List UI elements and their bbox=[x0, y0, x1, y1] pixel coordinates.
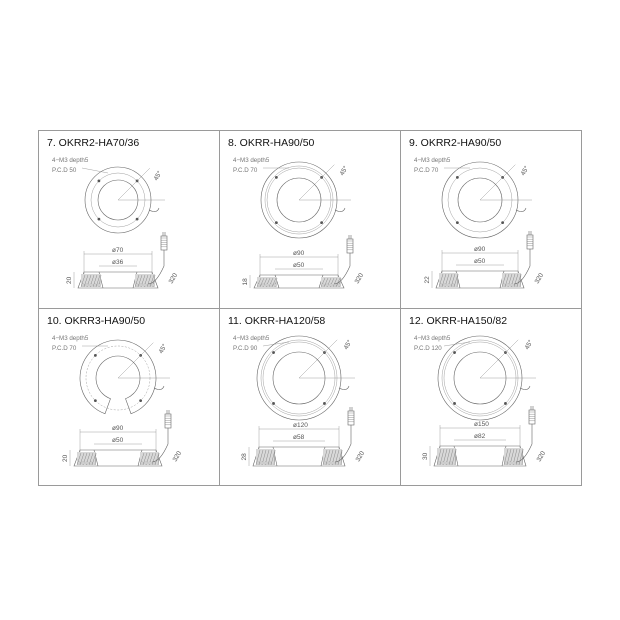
cable-exit-icon bbox=[335, 208, 345, 212]
ring-section-view bbox=[66, 232, 179, 288]
inner-diameter-label: ø58 bbox=[293, 434, 305, 441]
ring-light-drawing bbox=[38, 130, 219, 308]
led-section-hatch bbox=[135, 274, 155, 287]
cable-exit-icon bbox=[520, 386, 530, 390]
led-section-hatch bbox=[504, 448, 523, 465]
ring-section-view bbox=[422, 406, 547, 466]
outer-diameter-label: ø90 bbox=[474, 246, 486, 253]
ring-outline bbox=[80, 340, 156, 414]
ring-section-view bbox=[424, 231, 545, 288]
led-section-hatch bbox=[321, 277, 341, 287]
angle-leader-line bbox=[480, 165, 515, 200]
product-title: 9. OKRR2-HA90/50 bbox=[409, 137, 502, 149]
product-title: 7. OKRR2-HA70/36 bbox=[47, 137, 140, 149]
outer-diameter-label: ø90 bbox=[112, 425, 124, 432]
mounting-hole bbox=[456, 176, 459, 179]
product-panel bbox=[400, 130, 581, 308]
led-section-hatch bbox=[257, 277, 277, 287]
angle-label: 45° bbox=[157, 342, 169, 355]
product-panel bbox=[219, 130, 400, 308]
product-title: 11. OKRR-HA120/58 bbox=[228, 315, 326, 327]
angle-leader-line bbox=[118, 343, 153, 378]
ring-section-view bbox=[62, 410, 183, 466]
angle-label: 45° bbox=[342, 338, 354, 351]
mounting-hole bbox=[94, 354, 97, 357]
led-section-hatch bbox=[140, 452, 159, 465]
drawing-sheet bbox=[38, 130, 582, 486]
hole-spec-note: 4−M3 depth5 bbox=[52, 157, 89, 164]
angle-label: 45° bbox=[519, 164, 531, 177]
product-panel bbox=[38, 308, 219, 486]
mounting-hole bbox=[456, 221, 459, 224]
pcd-note: P.C.D 70 bbox=[52, 345, 77, 352]
pcd-note: P.C.D 90 bbox=[233, 345, 258, 352]
outer-diameter-label: ø70 bbox=[112, 247, 124, 254]
ring-light-drawing bbox=[219, 308, 400, 486]
ring-section-view bbox=[242, 235, 365, 288]
pcd-note: P.C.D 50 bbox=[52, 167, 77, 174]
mounting-hole bbox=[272, 402, 275, 405]
hole-spec-note: 4−M3 depth5 bbox=[233, 335, 270, 342]
cable-exit-icon bbox=[516, 208, 526, 212]
product-panel bbox=[400, 308, 581, 486]
led-section-hatch bbox=[439, 273, 458, 287]
grid-right-border bbox=[581, 130, 582, 486]
height-label: 18 bbox=[242, 278, 249, 286]
led-section-hatch bbox=[323, 449, 342, 465]
ring-top-view bbox=[82, 167, 165, 233]
mounting-hole bbox=[323, 402, 326, 405]
inner-diameter-label: ø50 bbox=[293, 262, 305, 269]
mounting-hole bbox=[453, 351, 456, 354]
led-section-hatch bbox=[77, 452, 96, 465]
ring-top-view bbox=[80, 340, 170, 414]
cable-length-label: 320 bbox=[533, 272, 546, 285]
cable-length-label: 320 bbox=[353, 272, 366, 285]
product-panel bbox=[219, 308, 400, 486]
outer-diameter-label: ø150 bbox=[474, 421, 489, 428]
inner-diameter-label: ø82 bbox=[474, 433, 486, 440]
cable-length-label: 320 bbox=[171, 450, 184, 463]
angle-leader-line bbox=[480, 340, 518, 378]
inner-diameter-label: ø50 bbox=[474, 258, 486, 265]
angle-leader-line bbox=[299, 165, 334, 200]
led-section-hatch bbox=[502, 273, 521, 287]
mounting-hole bbox=[275, 176, 278, 179]
hole-spec-note: 4−M3 depth5 bbox=[52, 335, 89, 342]
mounting-hole bbox=[272, 351, 275, 354]
mounting-hole bbox=[275, 221, 278, 224]
angle-leader-line bbox=[118, 168, 150, 200]
cable-length-label: 320 bbox=[167, 272, 180, 285]
product-title: 12. OKRR-HA150/82 bbox=[409, 315, 508, 327]
product-panel bbox=[38, 130, 219, 308]
mounting-hole bbox=[453, 402, 456, 405]
led-section-hatch bbox=[256, 449, 275, 465]
product-title: 10. OKRR3-HA90/50 bbox=[47, 315, 146, 327]
height-label: 20 bbox=[66, 276, 73, 284]
inner-diameter-label: ø50 bbox=[112, 437, 124, 444]
ring-top-view bbox=[257, 336, 355, 420]
hole-spec-note: 4−M3 depth5 bbox=[414, 157, 451, 164]
cable-length-label: 320 bbox=[535, 450, 548, 463]
height-label: 30 bbox=[422, 452, 429, 460]
hole-spec-note: 4−M3 depth5 bbox=[414, 335, 451, 342]
hole-spec-note: 4−M3 depth5 bbox=[233, 157, 270, 164]
angle-label: 45° bbox=[338, 164, 350, 177]
ring-top-view bbox=[438, 336, 536, 420]
mounting-hole bbox=[98, 180, 101, 183]
cable-exit-icon bbox=[154, 386, 164, 390]
mounting-hole bbox=[136, 218, 139, 221]
cable-exit-icon bbox=[339, 386, 349, 390]
pcd-note: P.C.D 70 bbox=[414, 167, 439, 174]
led-section-hatch bbox=[437, 448, 456, 465]
mounting-hole bbox=[139, 399, 142, 402]
outer-diameter-label: ø120 bbox=[293, 422, 308, 429]
ring-top-view bbox=[261, 162, 351, 238]
angle-leader-line bbox=[299, 340, 337, 378]
outer-diameter-label: ø90 bbox=[293, 250, 305, 257]
product-title: 8. OKRR-HA90/50 bbox=[228, 137, 315, 149]
mounting-hole bbox=[504, 402, 507, 405]
cable-exit-icon bbox=[149, 208, 159, 212]
ring-light-drawing bbox=[400, 308, 581, 486]
mounting-hole bbox=[320, 221, 323, 224]
height-label: 22 bbox=[424, 276, 431, 284]
note-leader-line bbox=[82, 168, 108, 173]
ring-light-drawing bbox=[38, 308, 219, 486]
angle-label: 45° bbox=[152, 169, 164, 182]
mounting-hole bbox=[501, 221, 504, 224]
height-label: 20 bbox=[62, 454, 69, 462]
ring-light-drawing bbox=[400, 130, 581, 308]
mounting-hole bbox=[98, 218, 101, 221]
inner-diameter-label: ø36 bbox=[112, 259, 124, 266]
angle-label: 45° bbox=[523, 338, 535, 351]
pcd-note: P.C.D 70 bbox=[233, 167, 258, 174]
cable-length-label: 320 bbox=[354, 450, 367, 463]
pcd-note: P.C.D 120 bbox=[414, 345, 442, 352]
ring-top-view bbox=[442, 162, 532, 238]
ring-light-drawing bbox=[219, 130, 400, 308]
mounting-hole bbox=[94, 399, 97, 402]
height-label: 28 bbox=[241, 453, 248, 461]
led-section-hatch bbox=[81, 274, 101, 287]
